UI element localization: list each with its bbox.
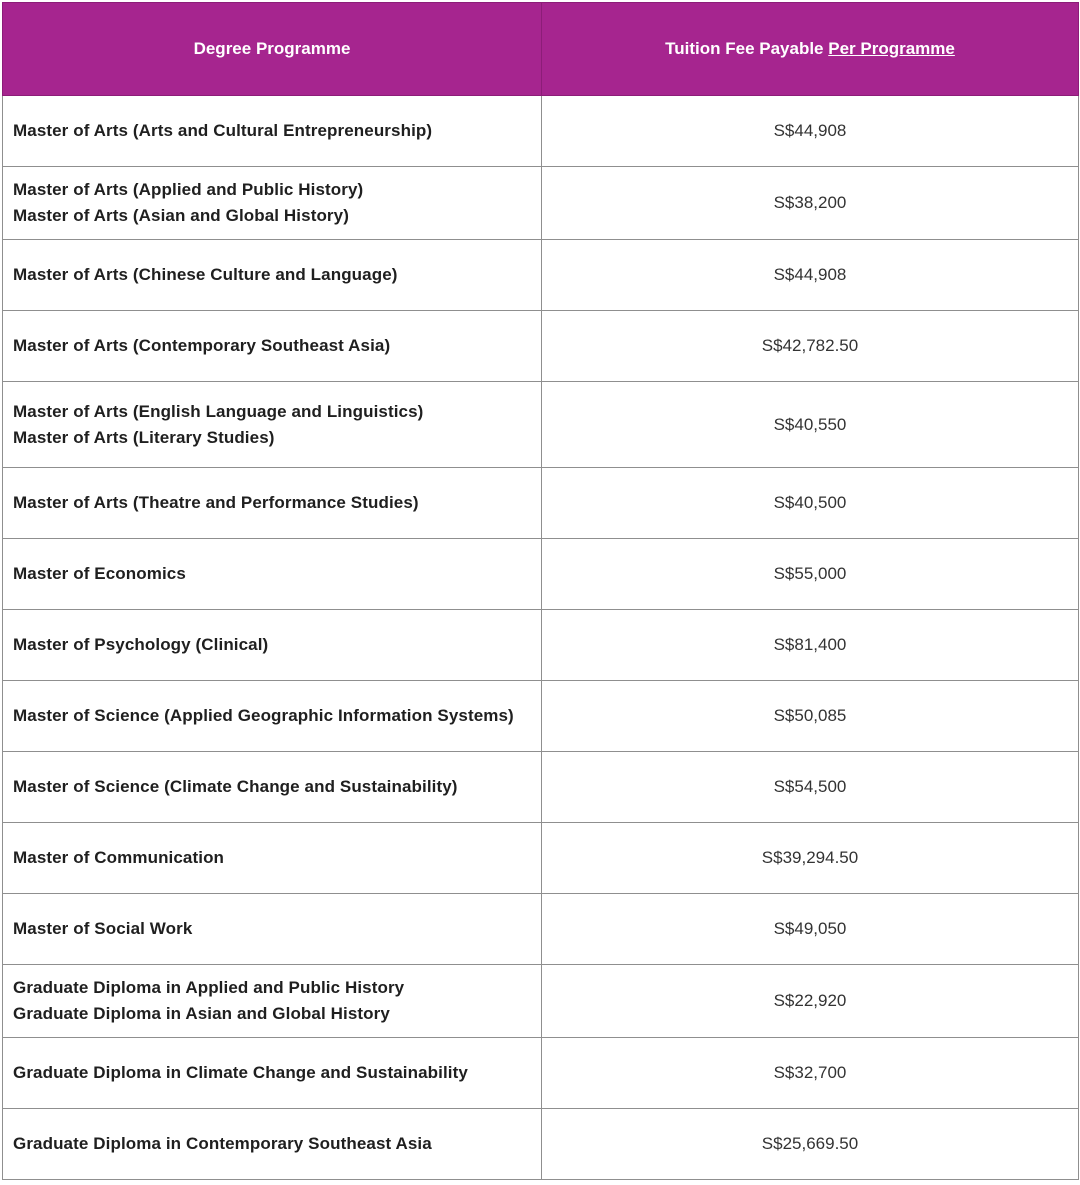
table-row	[3, 382, 1079, 468]
programme-name: Master of Arts (Literary Studies)	[13, 427, 275, 447]
tuition-fee-cell: S$40,500	[542, 468, 1079, 539]
table-row	[3, 468, 1079, 539]
programme-cell	[3, 167, 542, 240]
table-row	[3, 167, 1079, 240]
header-fee-emphasis: Per Programme	[828, 39, 955, 58]
programme-name: Master of Science (Climate Change and Sustainability)	[13, 777, 458, 796]
programme-cell	[3, 311, 542, 382]
programme-cell	[3, 1109, 542, 1180]
programme-name: Master of Arts (Theatre and Performance Studies)	[13, 493, 419, 512]
tuition-fee-cell: S$32,700	[542, 1038, 1079, 1109]
table-row	[3, 1109, 1079, 1180]
programme-cell	[3, 610, 542, 681]
table-row	[3, 894, 1079, 965]
programme-cell	[3, 539, 542, 610]
programme-cell	[3, 823, 542, 894]
table-row	[3, 752, 1079, 823]
programme-name: Master of Social Work	[13, 919, 193, 938]
table-row	[3, 539, 1079, 610]
programme-cell	[3, 752, 542, 823]
table-row	[3, 681, 1079, 752]
tuition-fee-table	[2, 2, 1079, 1180]
tuition-fee-cell: S$81,400	[542, 610, 1079, 681]
programme-name: Master of Arts (English Language and Linguistics)	[13, 401, 424, 421]
table-row	[3, 823, 1079, 894]
tuition-fee-cell: S$50,085	[542, 681, 1079, 752]
programme-cell	[3, 240, 542, 311]
tuition-fee-cell: S$44,908	[542, 96, 1079, 167]
programme-cell	[3, 681, 542, 752]
tuition-fee-cell: S$39,294.50	[542, 823, 1079, 894]
programme-name: Graduate Diploma in Applied and Public History	[13, 978, 405, 997]
programme-name: Master of Arts (Asian and Global History)	[13, 206, 349, 225]
tuition-fee-cell: S$49,050	[542, 894, 1079, 965]
tuition-fee-cell: S$40,550	[542, 382, 1079, 468]
header-fee-prefix: Tuition Fee Payable	[665, 39, 824, 58]
header-degree-programme: Degree Programme	[3, 3, 542, 96]
programme-name: Master of Arts (Contemporary Southeast Asia)	[13, 336, 391, 355]
programme-cell	[3, 894, 542, 965]
table-row	[3, 1038, 1079, 1109]
table-row	[3, 96, 1079, 167]
header-tuition-fee	[542, 3, 1079, 96]
programme-cell	[3, 382, 542, 468]
table-row	[3, 610, 1079, 681]
programme-cell	[3, 468, 542, 539]
programme-name: Master of Economics	[13, 564, 186, 583]
programme-name: Master of Arts (Arts and Cultural Entrepreneurship)	[13, 121, 433, 140]
tuition-fee-cell: S$25,669.50	[542, 1109, 1079, 1180]
tuition-fee-cell: S$22,920	[542, 965, 1079, 1038]
table-row	[3, 240, 1079, 311]
table-row	[3, 965, 1079, 1038]
programme-name: Master of Communication	[13, 848, 225, 867]
programme-name: Master of Psychology (Clinical)	[13, 635, 269, 654]
table-header-row	[3, 3, 1079, 96]
programme-name: Graduate Diploma in Asian and Global History	[13, 1004, 390, 1023]
programme-name: Master of Arts (Applied and Public History)	[13, 180, 364, 199]
tuition-fee-cell: S$42,782.50	[542, 311, 1079, 382]
tuition-fee-cell: S$38,200	[542, 167, 1079, 240]
tuition-fee-cell: S$44,908	[542, 240, 1079, 311]
tuition-fee-cell: S$54,500	[542, 752, 1079, 823]
table-row	[3, 311, 1079, 382]
programme-cell	[3, 965, 542, 1038]
table-body	[3, 96, 1079, 1180]
programme-name: Graduate Diploma in Climate Change and Sustainability	[13, 1063, 468, 1082]
programme-name: Master of Science (Applied Geographic Information Systems)	[13, 706, 514, 725]
programme-cell	[3, 96, 542, 167]
programme-name: Master of Arts (Chinese Culture and Language)	[13, 265, 398, 284]
programme-cell	[3, 1038, 542, 1109]
tuition-fee-cell: S$55,000	[542, 539, 1079, 610]
programme-name: Graduate Diploma in Contemporary Southeast Asia	[13, 1134, 432, 1153]
